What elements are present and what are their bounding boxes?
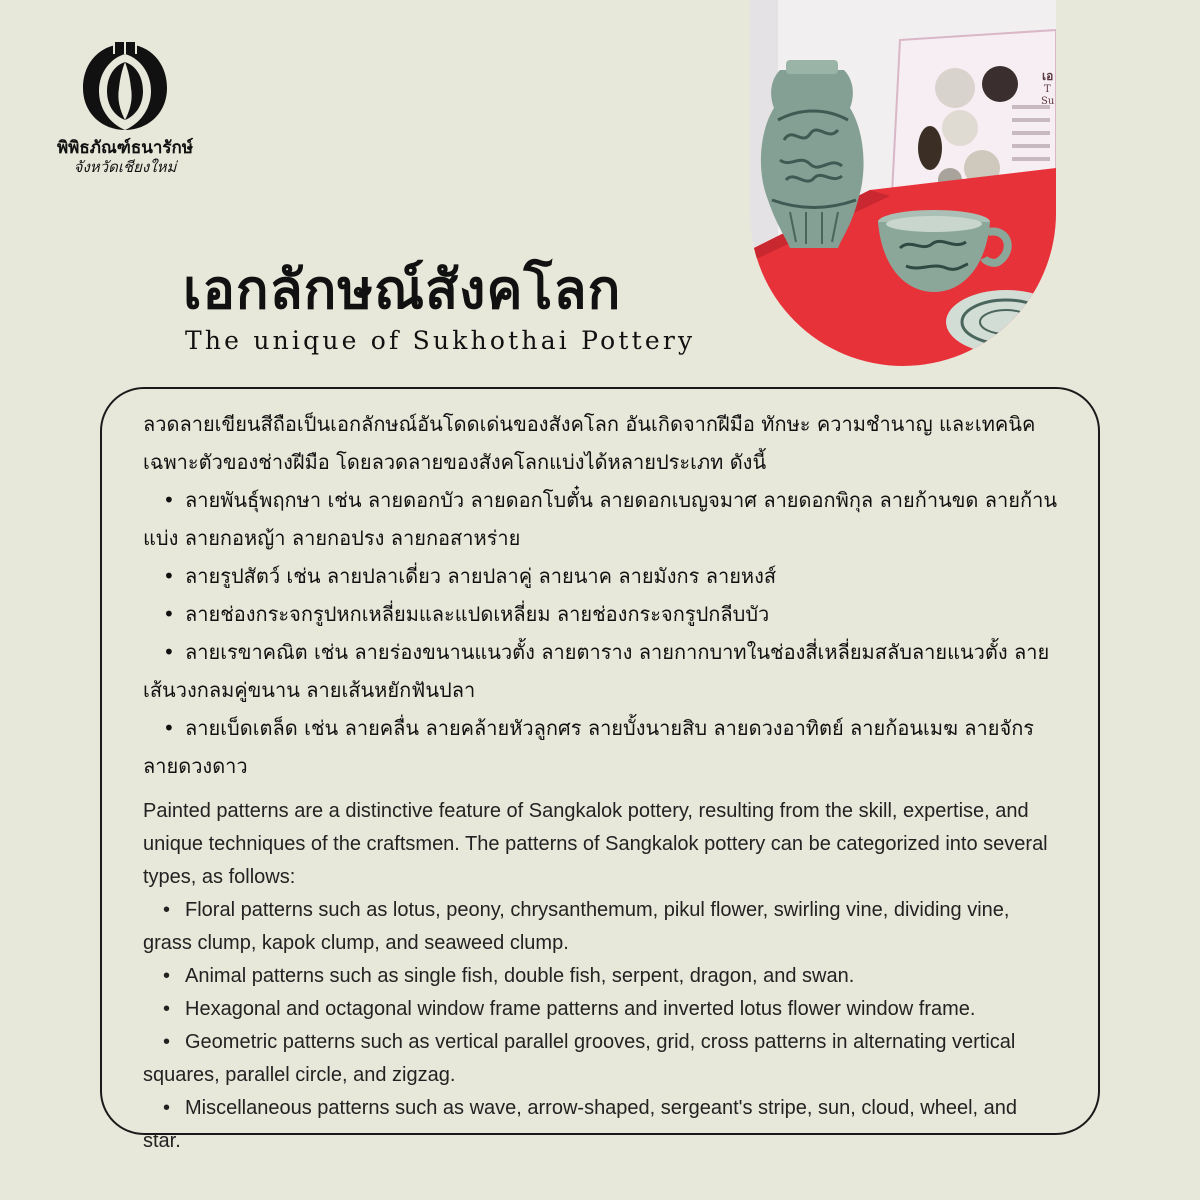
museum-logo — [40, 36, 210, 176]
thai-item-text: ลายช่องกระจกรูปหกเหลี่ยมและแปดเหลี่ยม ลายช่องกระจกรูปกลีบบัว — [185, 602, 770, 626]
board-caption-1: เอ — [1042, 69, 1054, 83]
english-list-item — [143, 1026, 1058, 1092]
museum-emblem-icon — [75, 36, 175, 136]
bullet-icon: • — [163, 564, 175, 588]
thai-list-item — [143, 557, 1058, 595]
thai-list-item — [143, 633, 1058, 709]
english-item-text: Geometric patterns such as vertical parallel grooves, grid, cross patterns in alternating vertical squares, parallel circle, and zigzag. — [143, 1031, 1016, 1086]
english-list-item — [143, 960, 1058, 993]
description-card — [100, 387, 1100, 1152]
board-caption-3: Su — [1041, 96, 1055, 107]
bullet-icon: • — [163, 716, 175, 740]
bullet-icon: • — [163, 602, 175, 626]
thai-list-item — [143, 481, 1058, 557]
english-description — [143, 795, 1058, 1158]
museum-name: พิพิธภัณฑ์ธนารักษ์ — [56, 138, 194, 158]
thai-list-item — [143, 709, 1058, 785]
bullet-icon: • — [163, 998, 171, 1020]
english-list-item — [143, 993, 1058, 1026]
bullet-icon: • — [163, 965, 171, 987]
bullet-icon: • — [163, 488, 175, 512]
thai-item-text: ลายพันธุ์พฤกษา เช่น ลายดอกบัว ลายดอกโบตั๋น ลายดอกเบญจมาศ ลายดอกพิกุล ลายก้านขด ลายก้านแบ่ง ลายกอหญ้า ลายกอปรง ลายกอสาหร่าย — [143, 488, 1057, 550]
english-item-text: Miscellaneous patterns such as wave, arrow-shaped, sergeant's stripe, sun, cloud, wheel, and star. — [143, 1097, 1018, 1152]
thai-item-text: ลายเบ็ดเตล็ด เช่น ลายคลื่น ลายคล้ายหัวลูกศร ลายบั้งนายสิบ ลายดวงอาทิตย์ ลายก้อนเมฆ ลายจักร ลายดวงดาว — [143, 716, 1035, 778]
thai-item-text: ลายรูปสัตว์ เช่น ลายปลาเดี่ยว ลายปลาคู่ ลายนาค ลายมังกร ลายหงส์ — [185, 564, 777, 588]
english-intro: Painted patterns are a distinctive feature of Sangkalok pottery, resulting from the skill, expertise, and unique techniques of the craftsmen. The patterns of Sangkalok pottery can be categorized into several types, as follows: — [143, 800, 1048, 888]
bullet-icon: • — [163, 1097, 171, 1119]
bullet-icon: • — [163, 640, 175, 664]
board-caption-2: T — [1044, 84, 1051, 95]
thai-intro: ลวดลายเขียนสีถือเป็นเอกลักษณ์อันโดดเด่นของสังคโลก อันเกิดจากฝีมือ ทักษะ ความชำนาญ และเทคนิคเฉพาะตัวของช่างฝีมือ โดยลวดลายของสังคโลกแบ่งได้หลายประเภท ดังนี้ — [143, 412, 1036, 474]
english-item-text: Hexagonal and octagonal window frame patterns and inverted lotus flower window frame. — [185, 998, 976, 1020]
page-subtitle: The unique of Sukhothai Pottery — [185, 326, 696, 355]
bullet-icon: • — [163, 899, 171, 921]
english-item-text: Animal patterns such as single fish, double fish, serpent, dragon, and swan. — [185, 965, 855, 987]
english-list-item — [143, 894, 1058, 960]
page-title: เอกลักษณ์สังคโลก — [183, 258, 622, 321]
pottery-photo — [750, 0, 1056, 366]
pottery-display-image — [750, 0, 1056, 366]
museum-province: จังหวัดเชียงใหม่ — [73, 158, 177, 176]
thai-description — [143, 405, 1058, 785]
thai-item-text: ลายเรขาคณิต เช่น ลายร่องขนานแนวตั้ง ลายตาราง ลายกากบาทในช่องสี่เหลี่ยมสลับลายแนวตั้ง ลายเส้นวงกลมคู่ขนาน ลายเส้นหยักฟันปลา — [143, 640, 1050, 702]
thai-list-item — [143, 595, 1058, 633]
english-item-text: Floral patterns such as lotus, peony, chrysanthemum, pikul flower, swirling vine, dividing vine, grass clump, kapok clump, and seaweed clump. — [143, 899, 1010, 954]
english-list-item — [143, 1092, 1058, 1158]
bullet-icon: • — [163, 1031, 171, 1053]
